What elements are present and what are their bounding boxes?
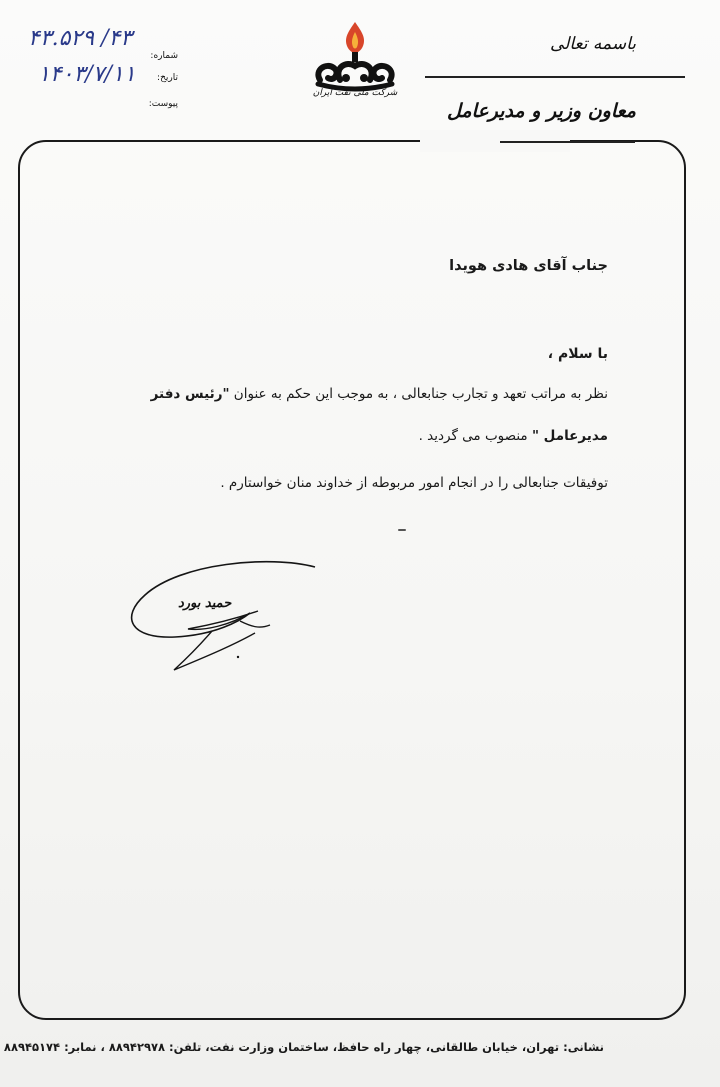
nioc-logo	[300, 18, 410, 113]
signature-scribble	[120, 555, 330, 680]
header-rule	[425, 76, 685, 78]
para2-bold: مدیرعامل "	[531, 428, 608, 444]
department-title: معاون وزیر و مدیرعامل	[446, 100, 636, 122]
handwritten-letter-number: ۴۳.۵۲۹ /۴۳	[28, 26, 133, 51]
body-paragraph-2	[419, 428, 608, 444]
signatory-name: حمید بورد	[178, 596, 232, 611]
footer-address: نشانی: تهران، خیابان طالقانی، چهار راه حافظ، ساختمان وزارت نفت، تلفن: ۸۸۹۴۲۹۷۸ ، نمابر: ۸۸۹۴۵۱۷۴	[3, 1040, 604, 1054]
attachment-label: پیوست:	[148, 99, 178, 109]
number-label: شماره:	[150, 51, 178, 61]
para2-text: منصوب می گردید .	[418, 428, 532, 444]
department-underline	[500, 141, 635, 143]
recipient: جناب آقای هادی هویدا	[449, 258, 608, 274]
ink-speck	[398, 529, 406, 531]
date-label: تاریخ:	[157, 73, 178, 83]
reference-labels	[138, 42, 178, 118]
body-paragraph-1	[88, 386, 608, 402]
greeting: با سلام ،	[547, 346, 608, 362]
bismillah: باسمه تعالی	[550, 34, 636, 54]
para1-bold: "رئیس دفتر	[150, 386, 230, 402]
handwritten-letter-date: ۱۴۰۳/۷/۱۱	[38, 62, 136, 87]
body-paragraph-3: توفیقات جنابعالی را در انجام امور مربوطه از خداوند منان خواستارم .	[220, 475, 608, 491]
para1-text: نظر به مراتب تعهد و تجارب جنابعالی ، به موجب این حکم به عنوان	[229, 386, 608, 402]
logo-caption: شرکت ملی نفت ایران	[312, 88, 398, 98]
